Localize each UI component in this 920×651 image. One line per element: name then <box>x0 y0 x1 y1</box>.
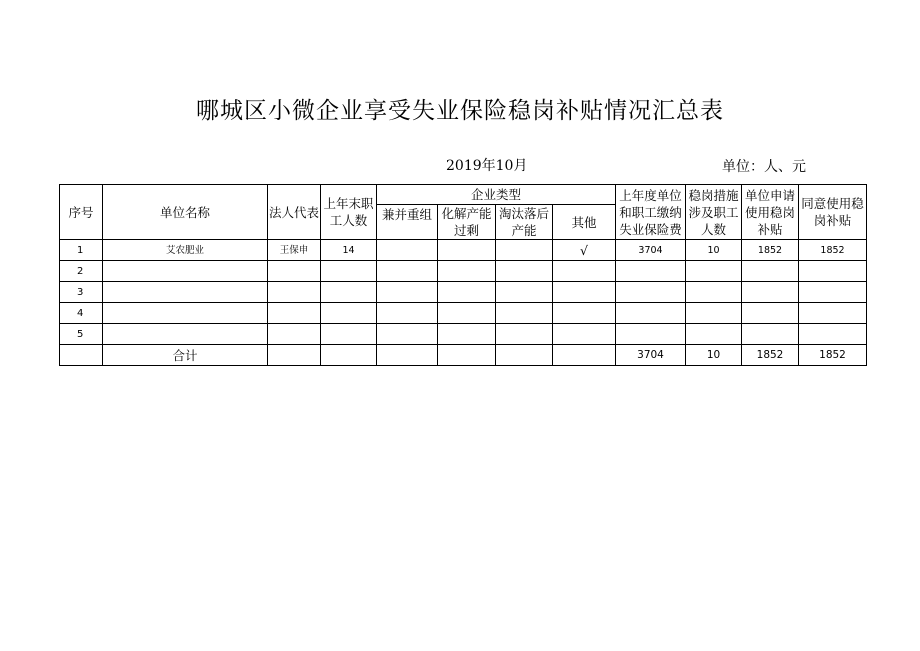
cell-applied-subsidy <box>742 282 799 303</box>
cell-affected-staff <box>686 282 742 303</box>
total-empty-cell <box>377 345 438 366</box>
header-overcapacity-text: 化解产能过剩 <box>441 206 492 238</box>
cell-type-obsolete <box>496 324 553 345</box>
total-label: 合计 <box>103 345 268 366</box>
cell-applied-subsidy <box>742 261 799 282</box>
cell-applied-subsidy <box>742 303 799 324</box>
cell-approved-subsidy <box>799 324 867 345</box>
cell-type-obsolete <box>496 261 553 282</box>
cell-insurance-paid: 3704 <box>616 240 686 261</box>
header-approved-subsidy <box>799 185 867 240</box>
total-empty-cell <box>268 345 321 366</box>
cell-type-obsolete <box>496 303 553 324</box>
total-affected-staff: 10 <box>686 345 742 366</box>
header-legal-rep-text: 法人代表 <box>268 204 319 220</box>
cell-insurance-paid <box>616 261 686 282</box>
unit-label: 单位：人、元 <box>722 159 806 175</box>
report-date: 2019年10月 <box>446 158 528 174</box>
cell-employees <box>321 324 377 345</box>
cell-legal-rep <box>268 303 321 324</box>
header-insurance-text: 上年度单位和职工缴纳失业保险费 <box>619 187 682 237</box>
cell-legal-rep <box>268 324 321 345</box>
cell-type-obsolete <box>496 240 553 261</box>
header-employees-text: 上年末职工人数 <box>323 196 374 228</box>
header-index: 序号 <box>60 185 103 240</box>
cell-index: 4 <box>60 303 103 324</box>
total-row <box>60 345 867 366</box>
cell-applied-subsidy <box>742 324 799 345</box>
table-row <box>60 282 867 303</box>
cell-type-overcapacity <box>438 324 496 345</box>
cell-company-name <box>103 303 268 324</box>
header-type-other: 其他 <box>553 205 616 240</box>
cell-type-merger <box>377 303 438 324</box>
total-empty-cell <box>496 345 553 366</box>
header-company-name: 单位名称 <box>103 185 268 240</box>
table-row <box>60 240 867 261</box>
cell-type-other <box>553 261 616 282</box>
total-insurance-paid: 3704 <box>616 345 686 366</box>
cell-type-other <box>553 303 616 324</box>
cell-type-overcapacity <box>438 282 496 303</box>
cell-type-other <box>553 282 616 303</box>
cell-index: 1 <box>60 240 103 261</box>
cell-company-name <box>103 261 268 282</box>
total-empty-cell <box>553 345 616 366</box>
cell-type-merger <box>377 324 438 345</box>
cell-insurance-paid <box>616 282 686 303</box>
header-company-type: 企业类型 <box>377 185 616 205</box>
cell-affected-staff <box>686 303 742 324</box>
cell-affected-staff: 10 <box>686 240 742 261</box>
cell-type-overcapacity <box>438 261 496 282</box>
cell-index: 5 <box>60 324 103 345</box>
header-row-1 <box>60 185 867 205</box>
header-legal-rep <box>268 185 321 240</box>
cell-insurance-paid <box>616 303 686 324</box>
cell-type-merger <box>377 282 438 303</box>
header-type-merger: 兼并重组 <box>377 205 438 240</box>
header-applied-text: 单位申请使用稳岗补贴 <box>745 187 796 237</box>
cell-employees: 14 <box>321 240 377 261</box>
cell-type-overcapacity <box>438 303 496 324</box>
cell-legal-rep: 王保申 <box>268 240 321 261</box>
header-type-obsolete <box>496 205 553 240</box>
cell-index: 2 <box>60 261 103 282</box>
cell-employees <box>321 282 377 303</box>
cell-type-overcapacity <box>438 240 496 261</box>
cell-type-merger <box>377 261 438 282</box>
cell-approved-subsidy <box>799 282 867 303</box>
header-affected-staff <box>686 185 742 240</box>
header-employees-prev-year <box>321 185 377 240</box>
header-approved-text: 同意使用稳岗补贴 <box>801 196 864 228</box>
cell-applied-subsidy: 1852 <box>742 240 799 261</box>
cell-affected-staff <box>686 261 742 282</box>
cell-approved-subsidy: 1852 <box>799 240 867 261</box>
total-applied-subsidy: 1852 <box>742 345 799 366</box>
cell-insurance-paid <box>616 324 686 345</box>
total-empty-cell <box>438 345 496 366</box>
cell-type-other <box>553 324 616 345</box>
total-empty-cell <box>321 345 377 366</box>
cell-company-name: 艾农肥业 <box>103 240 268 261</box>
cell-company-name <box>103 324 268 345</box>
subsidy-summary-table <box>59 184 867 366</box>
cell-employees <box>321 303 377 324</box>
cell-type-merger <box>377 240 438 261</box>
cell-employees <box>321 261 377 282</box>
table-row <box>60 261 867 282</box>
cell-index: 3 <box>60 282 103 303</box>
header-obsolete-text: 淘汰落后产能 <box>498 206 549 238</box>
cell-type-other: √ <box>553 240 616 261</box>
cell-legal-rep <box>268 282 321 303</box>
cell-affected-staff <box>686 324 742 345</box>
header-applied-subsidy <box>742 185 799 240</box>
total-index-cell <box>60 345 103 366</box>
header-affected-text: 稳岗措施涉及职工人数 <box>688 187 739 237</box>
cell-type-obsolete <box>496 282 553 303</box>
document-title: 哪城区小微企业享受失业保险稳岗补贴情况汇总表 <box>196 98 724 124</box>
table-row <box>60 303 867 324</box>
cell-approved-subsidy <box>799 303 867 324</box>
header-insurance-paid <box>616 185 686 240</box>
header-type-overcapacity <box>438 205 496 240</box>
cell-legal-rep <box>268 261 321 282</box>
total-approved-subsidy: 1852 <box>799 345 867 366</box>
table-row <box>60 324 867 345</box>
cell-approved-subsidy <box>799 261 867 282</box>
cell-company-name <box>103 282 268 303</box>
